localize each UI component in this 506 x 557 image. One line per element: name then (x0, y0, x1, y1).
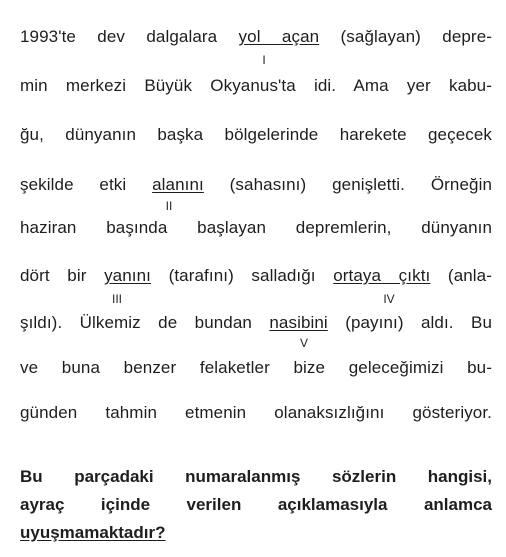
underlined-phrase-2: alanını (152, 175, 204, 194)
passage-line-8: ve buna benzer felaketler bize geleceğimizi bu- (20, 358, 492, 377)
passage-line-7 (20, 313, 492, 333)
text-span: şekilde etki (20, 175, 153, 194)
text-span: dört bir (20, 266, 105, 285)
marker-5: V (299, 336, 309, 350)
marker-3: III (111, 292, 123, 306)
passage-line-1 (20, 27, 492, 47)
passage-line-3: ğu, dünyanın başka bölgelerinde harekete geçecek (20, 125, 492, 144)
question-line-2: ayraç içinde verilen açıklamasıyla anlamca (20, 495, 492, 514)
text-span: şıldı). Ülkemiz de bundan (20, 313, 270, 332)
text-span: (payını) aldı. Bu (327, 313, 493, 332)
passage-line-5: haziran başında başlayan depremlerin, dünyanın (20, 218, 492, 237)
text-span: 1993'te dev dalgalara (20, 27, 239, 46)
underlined-phrase-1: yol açan (238, 27, 320, 46)
text-span: (anla- (430, 266, 492, 285)
text-span: (sağlayan) depre- (319, 27, 493, 46)
question-line-1: Bu parçadaki numaralanmış sözlerin hangisi, (20, 467, 492, 486)
marker-1: I (262, 53, 266, 67)
question-emphasis: uyuşmamaktadır? (20, 523, 166, 542)
passage-line-2: min merkezi Büyük Okyanus'ta idi. Ama yer kabu- (20, 76, 492, 95)
underlined-phrase-4: ortaya çıktı (333, 266, 431, 285)
passage-line-4 (20, 175, 492, 195)
passage-line-9: günden tahmin etmenin olanaksızlığını gösteriyor. (20, 403, 492, 422)
marker-4: IV (383, 292, 395, 306)
text-span: (tarafını) salladığı (151, 266, 334, 285)
underlined-phrase-5: nasibini (269, 313, 328, 332)
underlined-phrase-3: yanını (104, 266, 151, 285)
question-line-3 (20, 523, 492, 543)
passage-line-6 (20, 266, 492, 286)
text-span: (sahasını) genişletti. Örneğin (203, 175, 492, 194)
marker-2: II (165, 199, 173, 213)
